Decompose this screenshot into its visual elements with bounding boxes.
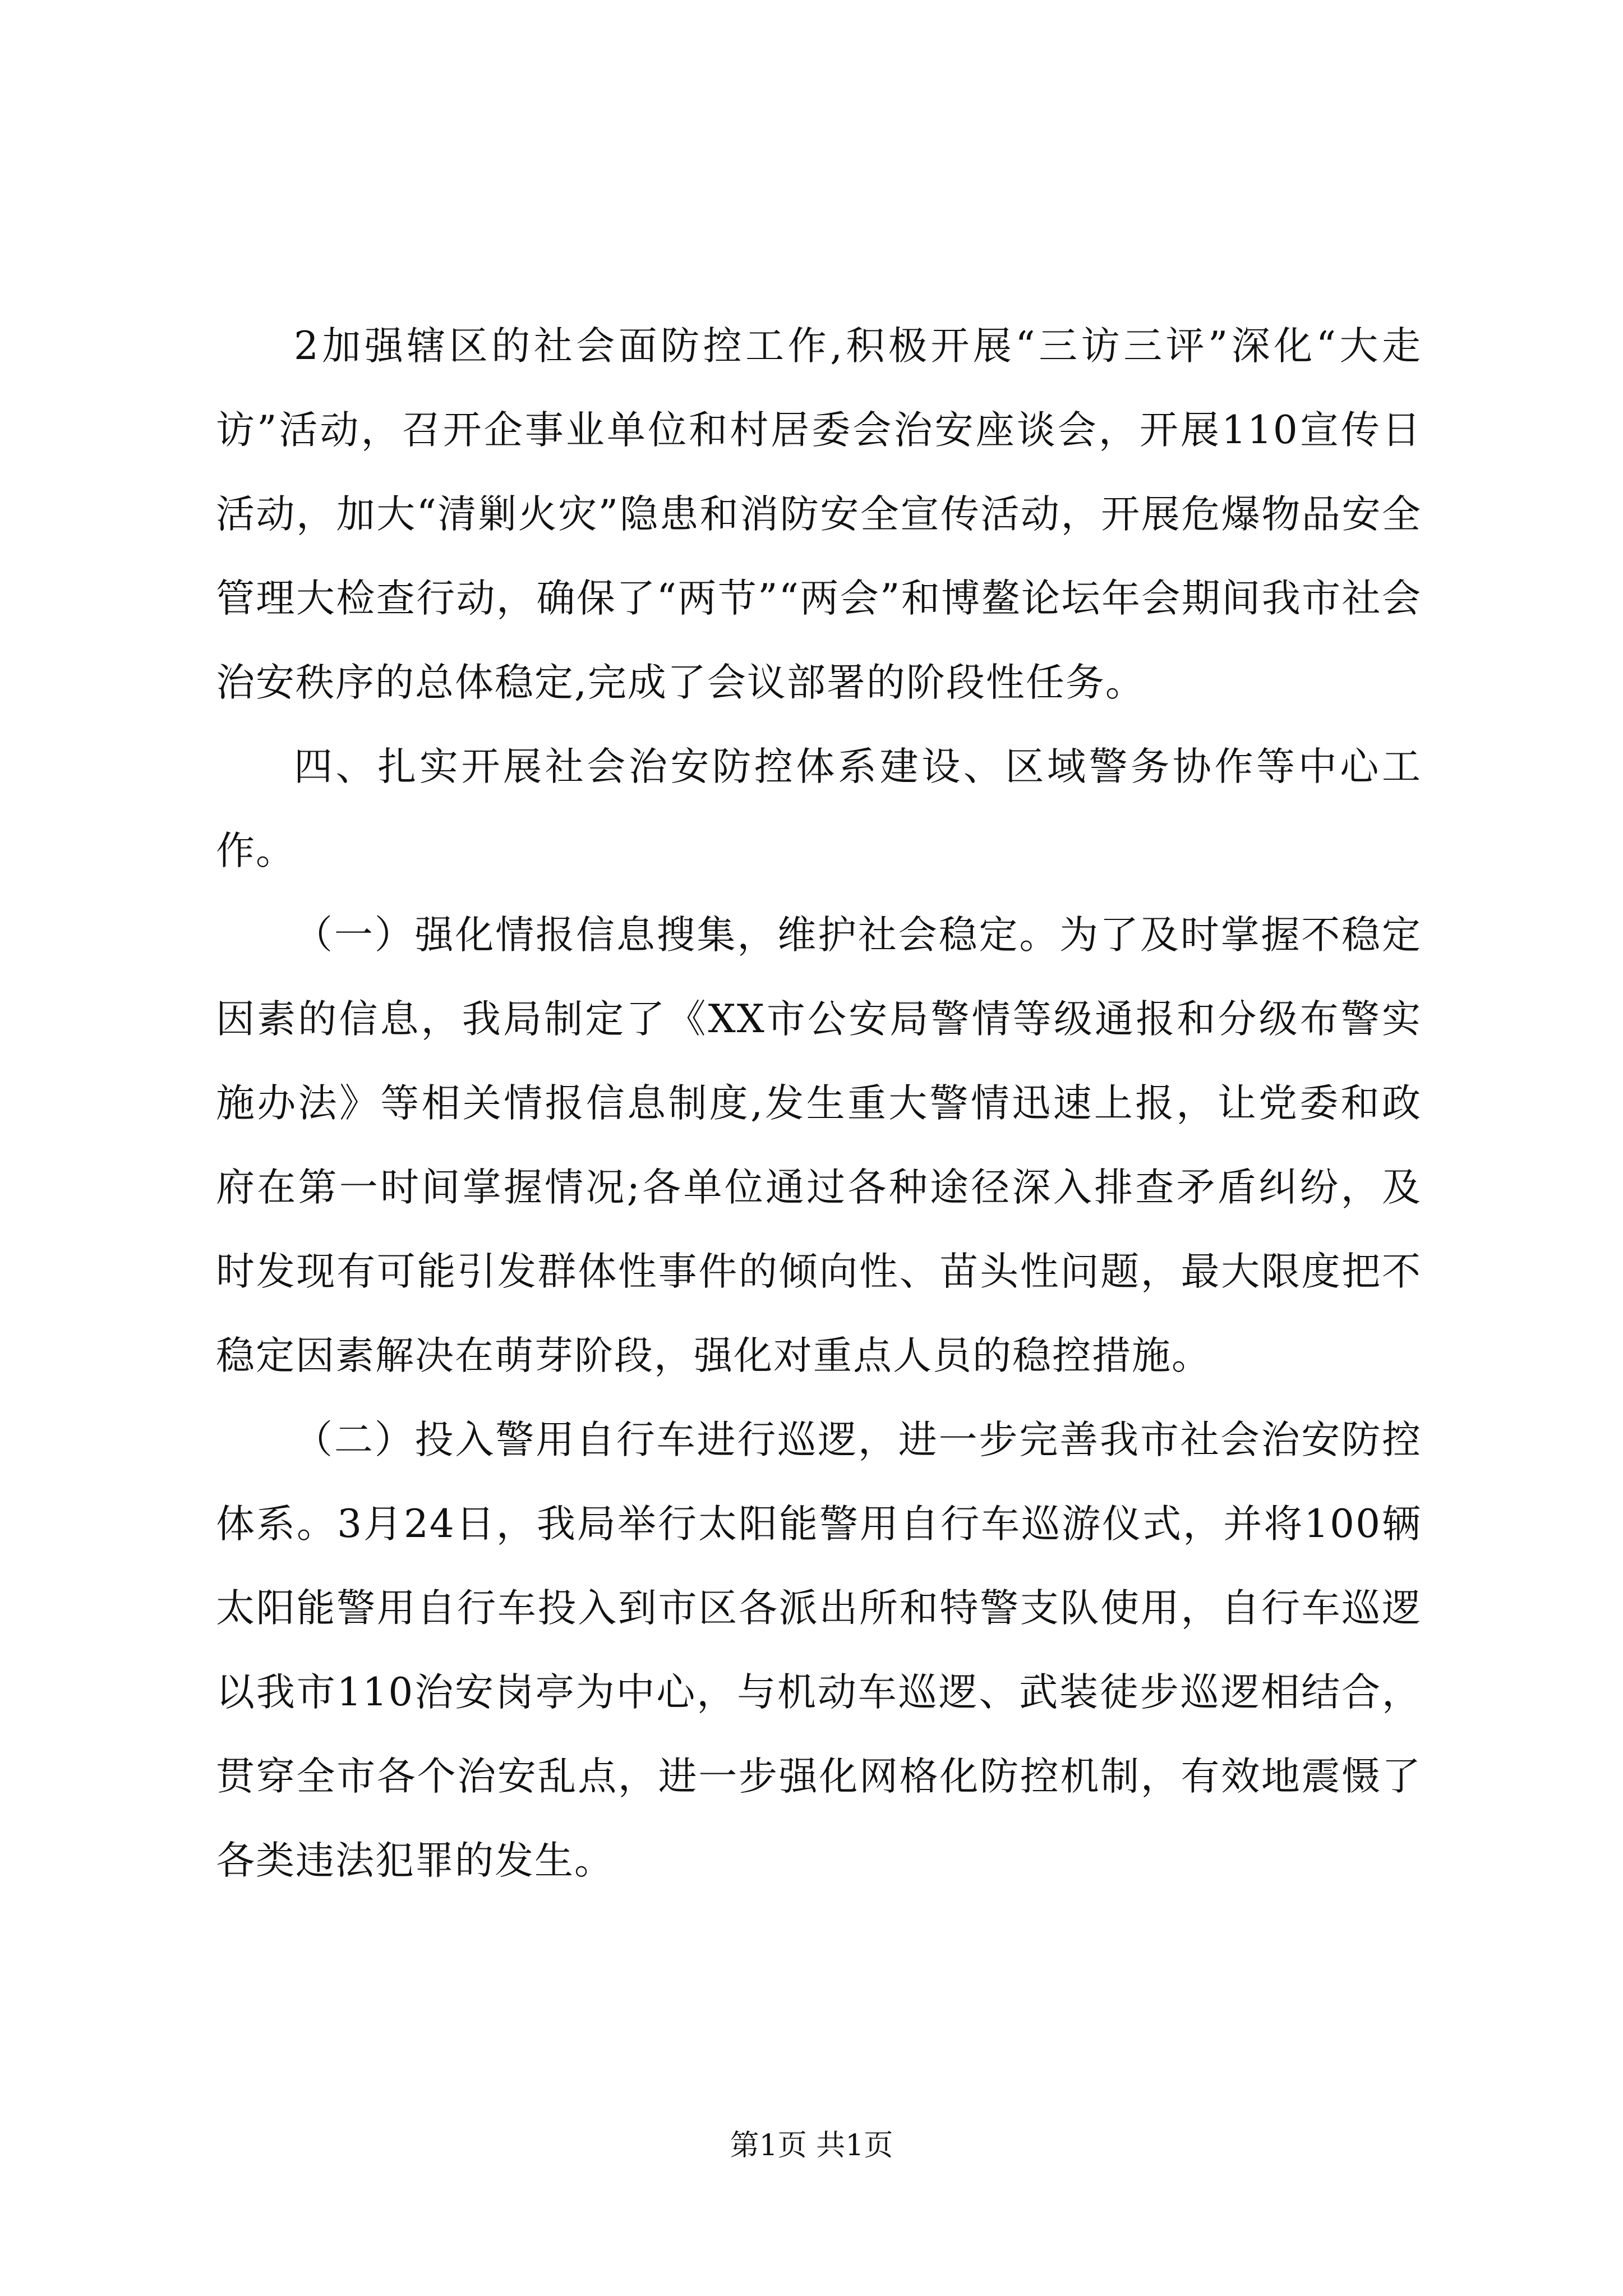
paragraph-intelligence: （一）强化情报信息搜集，维护社会稳定。为了及时掌握不稳定因素的信息，我局制定了《XX市公安局警情等级通报和分级布警实施办法》等相关情报信息制度,发生重大警情迅速上报，让党委和政府在第一时间掌握情况;各单位通过各种途径深入排查矛盾纠纷，及时发现有可能引发群体性事件的倾向性、苗头性问题，最大限度把不稳定因素解决在萌芽阶段，强化对重点人员的稳控措施。 bbox=[216, 913, 1422, 1378]
document-body bbox=[216, 304, 1422, 1903]
page-footer: 第1页 共1页 bbox=[730, 2129, 893, 2162]
section-heading-four: 四、扎实开展社会治安防控体系建设、区域警务协作等中心工作。 bbox=[216, 744, 1422, 873]
paragraph-bicycle-patrol: （二）投入警用自行车进行巡逻，进一步完善我市社会治安防控体系。3月24日，我局举行太阳能警用自行车巡游仪式，并将100辆太阳能警用自行车投入到市区各派出所和特警支队使用，自行车巡逻以我市110治安岗亭为中心，与机动车巡逻、武装徒步巡逻相结合，贯穿全市各个治安乱点，进一步强化网格化防控机制，有效地震慑了各类违法犯罪的发生。 bbox=[216, 1418, 1422, 1883]
paragraph-patrol-control: 2加强辖区的社会面防控工作,积极开展“三访三评”深化“大走访”活动，召开企事业单位和村居委会治安座谈会，开展110宣传日活动，加大“清剿火灾”隐患和消防安全宣传活动，开展危爆物品安全管理大检查行动，确保了“两节”“两会”和博鳌论坛年会期间我市社会治安秩序的总体稳定,完成了会议部署的阶段性任务。 bbox=[216, 324, 1422, 705]
